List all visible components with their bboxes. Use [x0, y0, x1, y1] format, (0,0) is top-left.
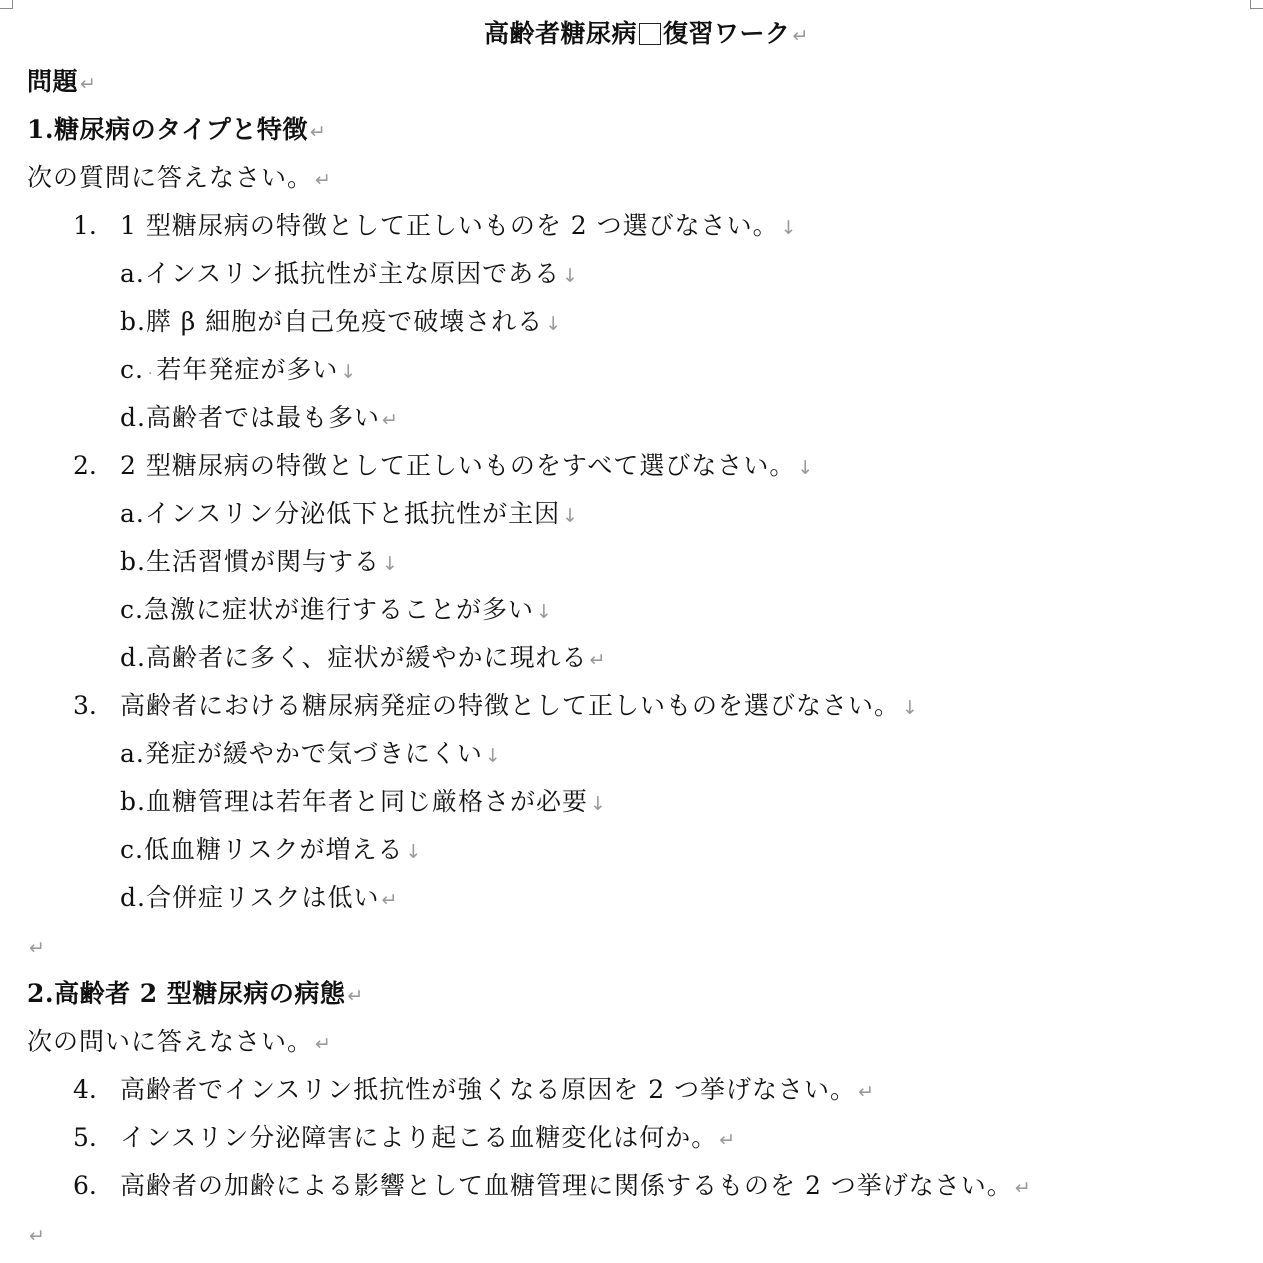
question-2-number: 2.	[73, 451, 97, 480]
line-break-mark-icon: ↓	[340, 361, 357, 383]
paragraph-mark-icon: ↵	[309, 121, 326, 143]
paragraph-mark-icon: ↵	[80, 73, 96, 95]
question-3-text[interactable]: 高齢者における糖尿病発症の特徴として正しいものを選びなさい。 ↓	[120, 691, 918, 720]
paragraph-mark-icon: ↵	[29, 937, 45, 959]
section2-heading[interactable]: 2.高齢者 2 型糖尿病の病態 ↵	[27, 979, 364, 1008]
question-4-number: 4.	[73, 1075, 97, 1104]
paragraph-mark-icon: ↵	[858, 1081, 874, 1103]
paragraph-mark-icon: ↵	[719, 1129, 736, 1151]
question-3-number: 3.	[73, 691, 97, 720]
question-2-option-b[interactable]: b.生活習慣が関与する ↓	[120, 547, 398, 576]
line-break-mark-icon: ↓	[562, 265, 579, 287]
space-mark-icon: ·	[147, 366, 153, 382]
title-text-part2: 復習ワーク	[663, 19, 791, 48]
question-1-number: 1.	[73, 211, 97, 240]
question-5-text[interactable]: インスリン分泌障害により起こる血糖変化は何か。 ↵	[120, 1123, 736, 1152]
question-1-text[interactable]: 1 型糖尿病の特徴として正しいものを 2 つ選びなさい。 ↓	[120, 211, 797, 240]
question-2-option-a[interactable]: a.インスリン分泌低下と抵抗性が主因 ↓	[120, 499, 579, 528]
question-1-option-d[interactable]: d.高齢者では最も多い ↵	[120, 403, 398, 432]
title-text-part1: 高齢者糖尿病	[484, 19, 638, 48]
paragraph-mark-icon: ↵	[315, 169, 331, 191]
line-break-mark-icon: ↓	[381, 553, 398, 575]
paragraph-mark-icon: ↵	[29, 1225, 45, 1247]
question-1-option-a[interactable]: a.インスリン抵抗性が主な原因である ↓	[120, 259, 579, 288]
question-6-text[interactable]: 高齢者の加齢による影響として血糖管理に関係するものを 2 つ挙げなさい。 ↵	[120, 1171, 1031, 1200]
paragraph-mark-icon: ↵	[792, 25, 809, 47]
question-3-option-b[interactable]: b.血糖管理は若年者と同じ厳格さが必要 ↓	[120, 787, 606, 816]
paragraph-mark-icon: ↵	[381, 409, 398, 431]
question-6-number: 6.	[73, 1171, 97, 1200]
line-break-mark-icon: ↓	[484, 745, 501, 767]
paragraph-mark-icon: ↵	[347, 985, 364, 1007]
question-3-option-d[interactable]: d.合併症リスクは低い ↵	[120, 883, 398, 912]
document-title[interactable]	[484, 17, 808, 53]
empty-paragraph-end[interactable]	[27, 1217, 45, 1253]
question-1-option-c[interactable]: c. · 若年発症が多い ↓	[120, 355, 357, 384]
line-break-mark-icon: ↓	[405, 841, 422, 863]
line-break-mark-icon: ↓	[902, 697, 918, 719]
question-4-text[interactable]: 高齢者でインスリン抵抗性が強くなる原因を 2 つ挙げなさい。 ↵	[120, 1075, 874, 1104]
question-3-option-a[interactable]: a.発症が緩やかで気づきにくい ↓	[120, 739, 501, 768]
empty-paragraph[interactable]	[27, 929, 45, 965]
question-2-option-c[interactable]: c.急激に症状が進行することが多い ↓	[120, 595, 552, 624]
page-corner-mark-right	[1250, 0, 1263, 9]
line-break-mark-icon: ↓	[562, 505, 579, 527]
paragraph-mark-icon: ↵	[315, 1033, 331, 1055]
question-5-number: 5.	[73, 1123, 97, 1152]
section1-instruction[interactable]: 次の質問に答えなさい。 ↵	[27, 163, 331, 192]
question-2-option-d[interactable]: d.高齢者に多く、症状が緩やかに現れる ↵	[120, 643, 606, 672]
line-break-mark-icon: ↓	[545, 313, 562, 335]
line-break-mark-icon: ↓	[589, 793, 606, 815]
line-break-mark-icon: ↓	[535, 601, 552, 623]
page-corner-mark-left	[0, 0, 13, 9]
question-2-text[interactable]: 2 型糖尿病の特徴として正しいものをすべて選びなさい。 ↓	[120, 451, 814, 480]
section1-heading[interactable]: 1.糖尿病のタイプと特徴 ↵	[27, 115, 326, 144]
problems-label[interactable]: 問題 ↵	[27, 67, 96, 96]
question-1-option-b[interactable]: b.膵 β 細胞が自己免疫で破壊される ↓	[120, 307, 562, 336]
paragraph-mark-icon: ↵	[1014, 1177, 1031, 1199]
line-break-mark-icon: ↓	[780, 217, 797, 239]
question-3-option-c[interactable]: c.低血糖リスクが増える ↓	[120, 835, 422, 864]
paragraph-mark-icon: ↵	[589, 649, 606, 671]
line-break-mark-icon: ↓	[797, 457, 814, 479]
missing-glyph-box-icon	[639, 23, 661, 45]
section2-instruction[interactable]: 次の問いに答えなさい。 ↵	[27, 1027, 331, 1056]
paragraph-mark-icon: ↵	[381, 889, 398, 911]
